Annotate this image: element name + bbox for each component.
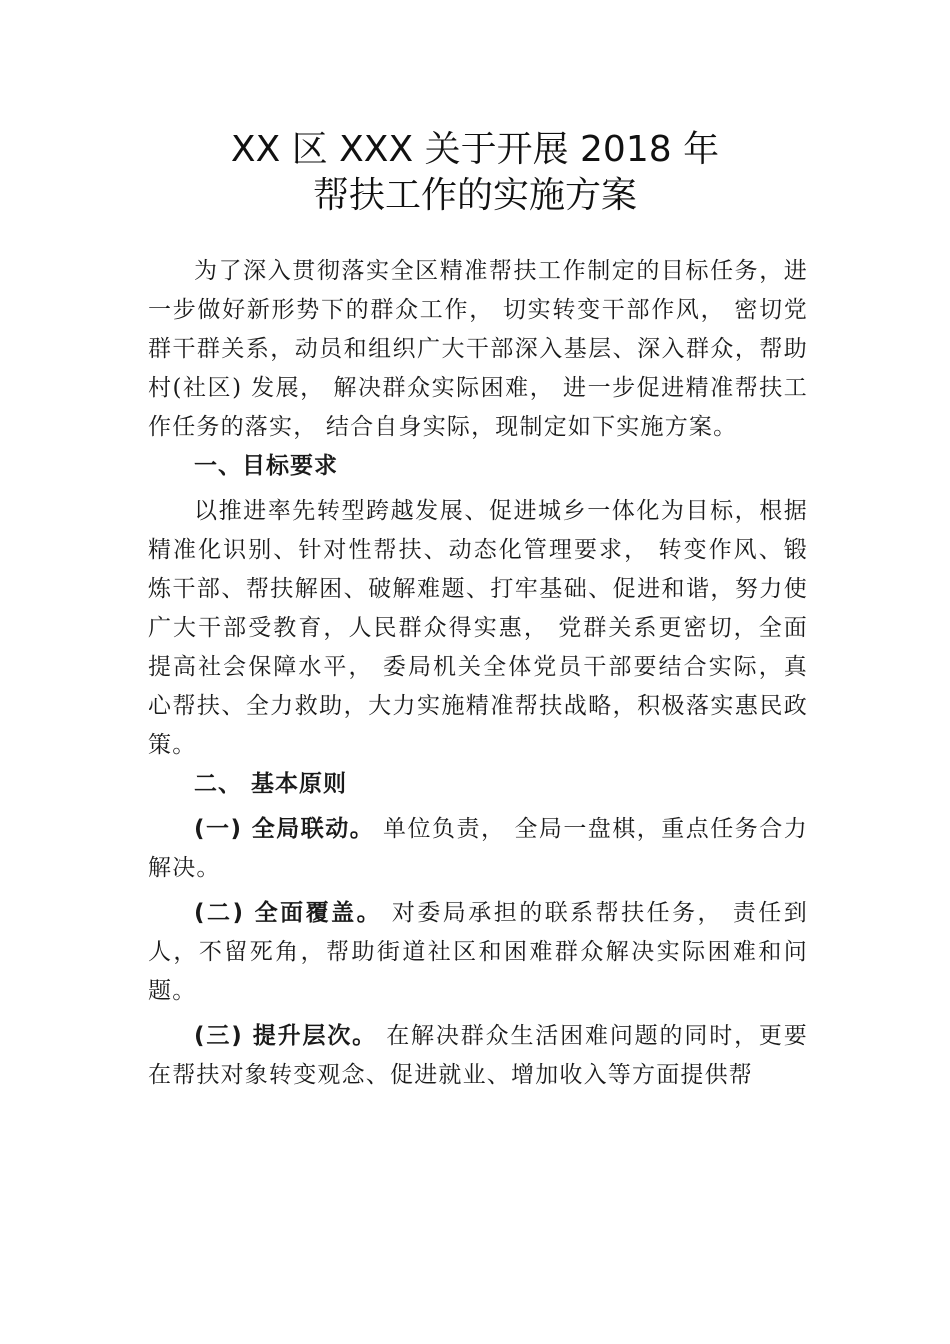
principle-lead: (三) 提升层次。 xyxy=(194,1023,378,1049)
principle-lead: (一) 全局联动。 xyxy=(194,816,375,842)
principle-text: 在解决群众生活困难问题的同时，更要在帮扶对象转变观念、促进就业、增加收入等方面提供帮 xyxy=(148,1023,808,1088)
principle-text: 对委局承担的联系帮扶任务， 责任到人，不留死角，帮助街道社区和困难群众解决实际困难和问题。 xyxy=(148,900,808,1004)
principle-text: 单位负责， 全局一盘棋，重点任务合力解决。 xyxy=(148,816,808,881)
principle-lead: (二) 全面覆盖。 xyxy=(194,900,383,926)
document-title-line-2: 帮扶工作的实施方案 xyxy=(312,175,637,216)
goals-paragraph: 以推进率先转型跨越发展、促进城乡一体化为目标，根据精准化识别、针对性帮扶、动态化管理要求， 转变作风、锻炼干部、帮扶解困、破解难题、打牢基础、促进和谐，努力使广大干部受教育，人民群众得实惠， 党群关系更密切，全面提高社会保障水平， 委局机关全体党员干部要结合实际，真心帮扶、全力救助，大力实施精准帮扶战略，积极落实惠民政策。 xyxy=(148,498,808,758)
intro-paragraph: 为了深入贯彻落实全区精准帮扶工作制定的目标任务，进一步做好新形势下的群众工作， 切实转变干部作风， 密切党群干群关系，动员和组织广大干部深入基层、深入群众，帮助村(社区) 发展， 解决群众实际困难， 进一步促进精准帮扶工作任务的落实， 结合自身实际，现制定如下实施方案。 xyxy=(148,258,808,440)
principle-item xyxy=(148,894,808,1011)
principle-item xyxy=(148,1017,808,1095)
section-heading-goals: 一、目标要求 xyxy=(194,453,338,479)
principle-item xyxy=(148,810,808,888)
section-heading-principles: 二、 基本原则 xyxy=(194,771,348,797)
document-body xyxy=(148,252,808,1095)
document-title-line-1: XX 区 XXX 关于开展 2018 年 xyxy=(230,129,720,170)
